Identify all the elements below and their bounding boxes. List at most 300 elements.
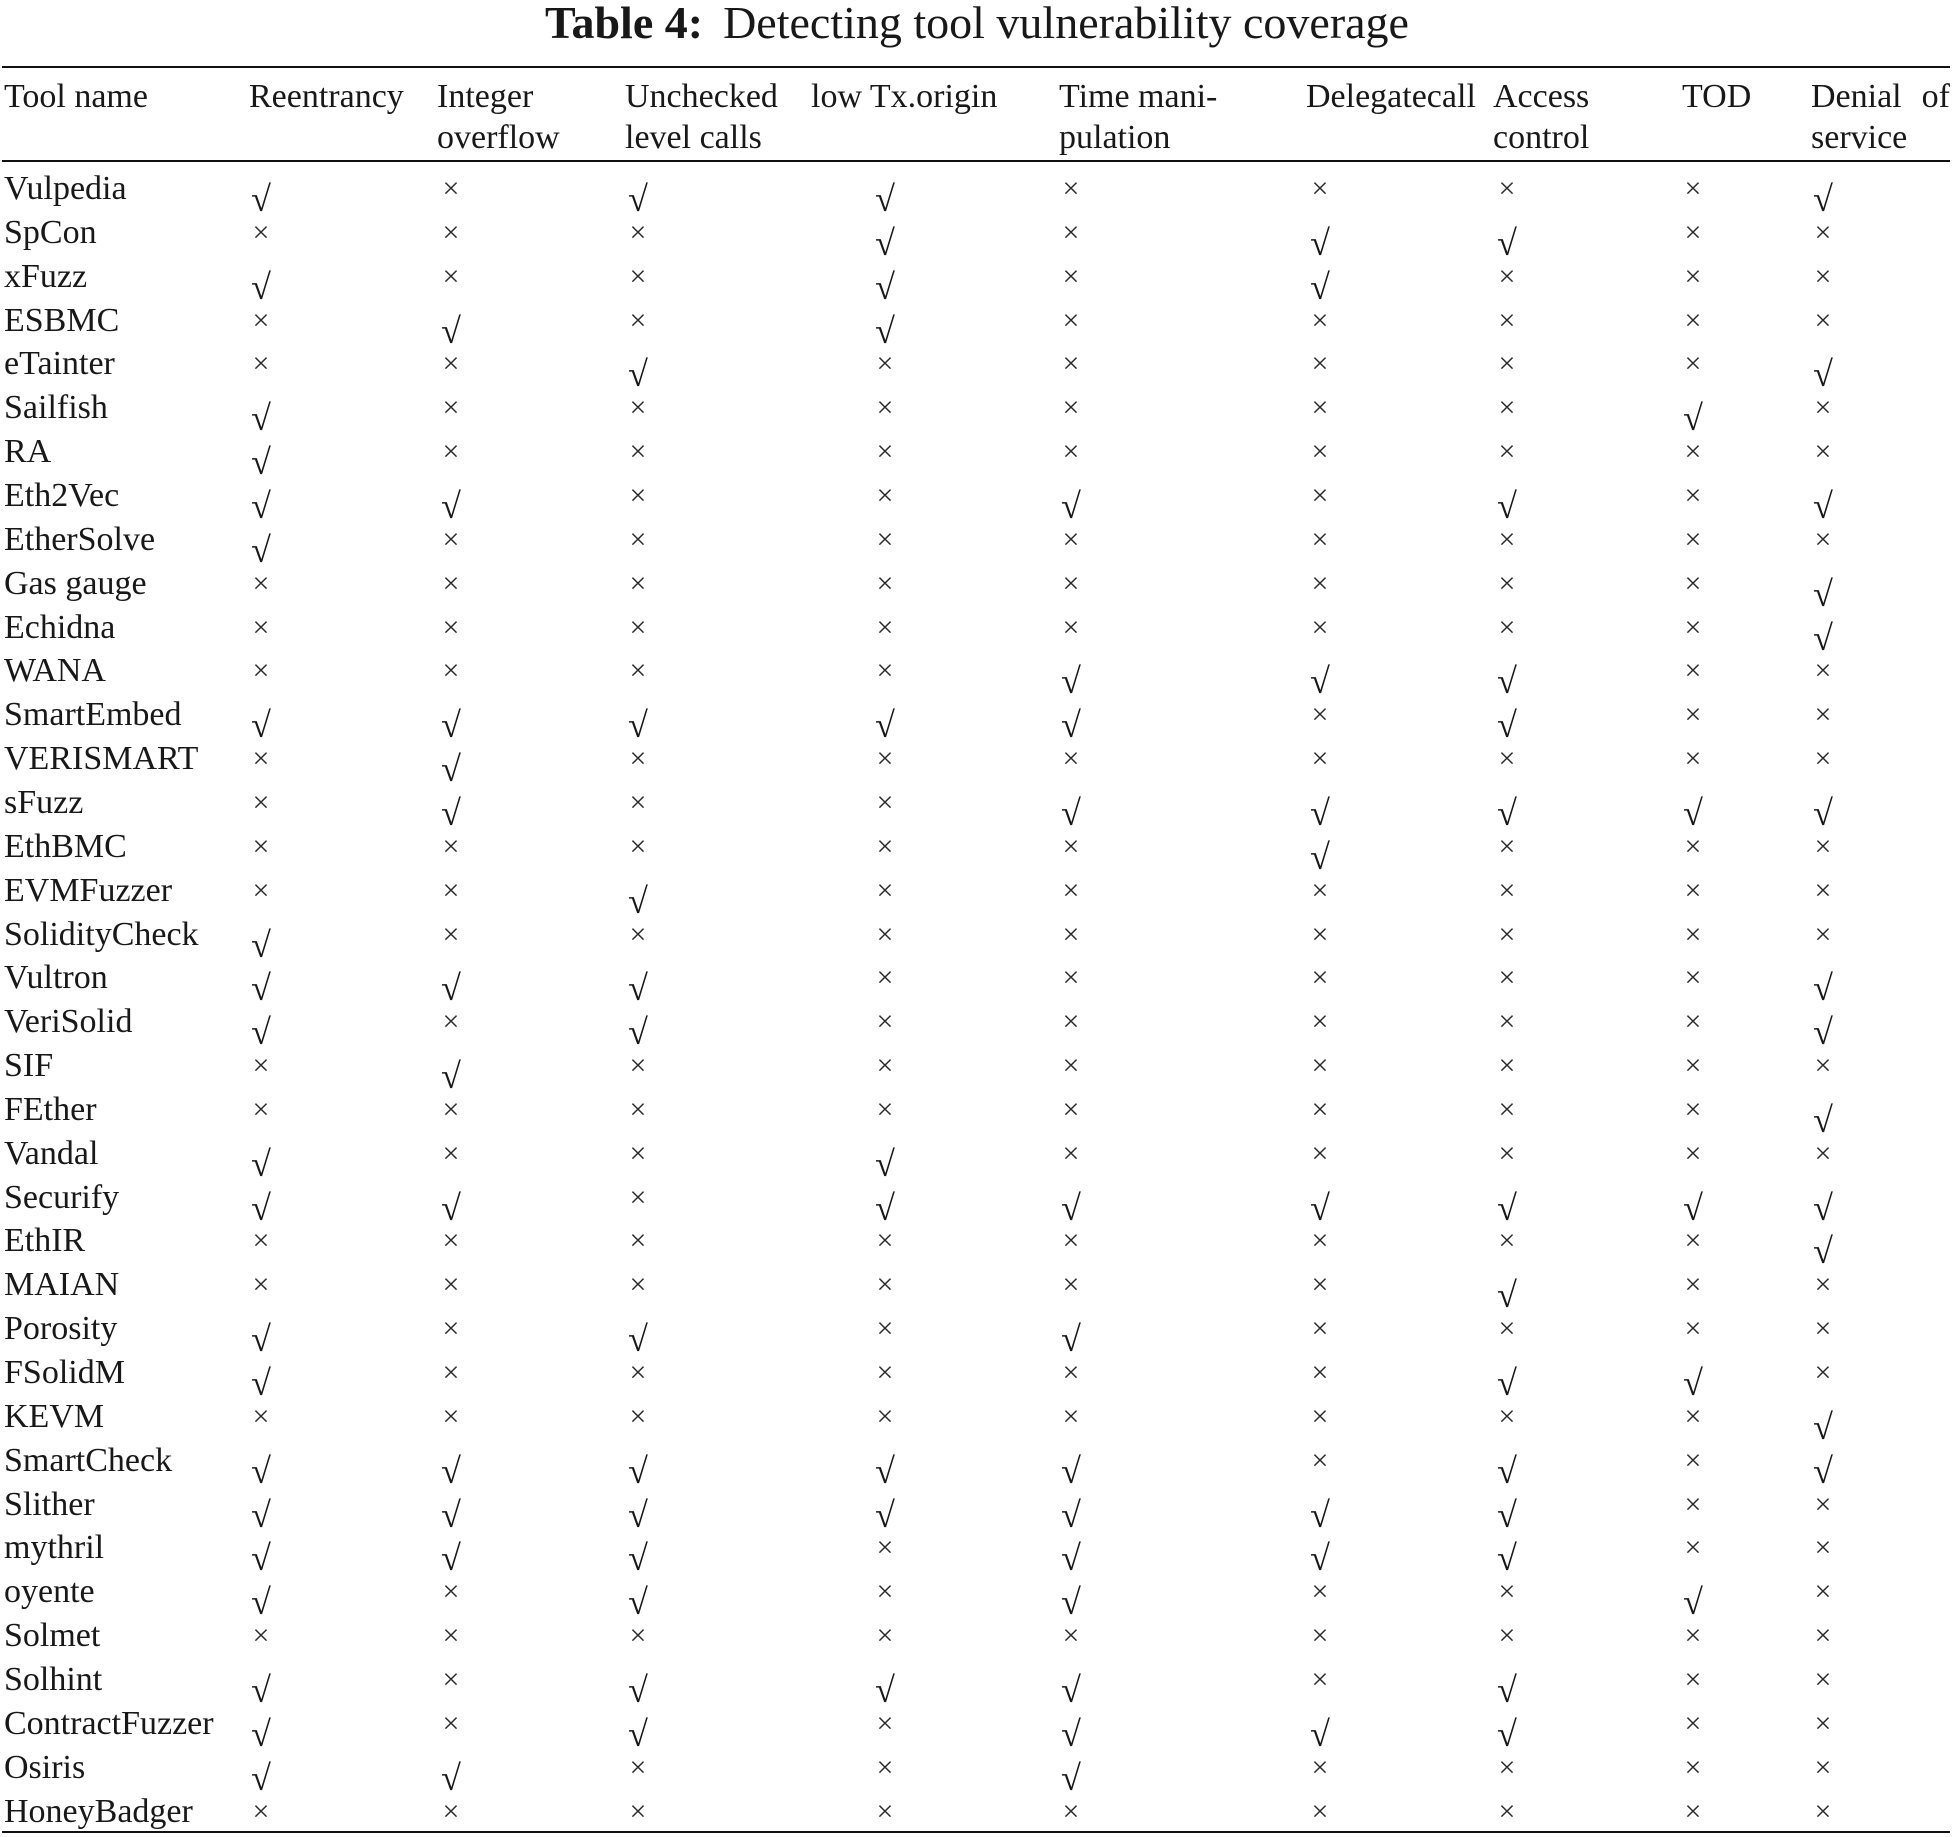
cross-mark: × — [1684, 1531, 1702, 1565]
cross-mark: × — [629, 829, 647, 863]
cross-mark: × — [252, 1092, 270, 1126]
tool-name: Vultron — [4, 959, 108, 997]
cross-mark: × — [252, 1049, 270, 1082]
check-mark: √ — [1813, 1450, 1833, 1491]
check-mark: √ — [1813, 792, 1833, 833]
tool-name: SolidityCheck — [4, 915, 199, 953]
tool-name: Porosity — [4, 1310, 118, 1348]
check-mark: √ — [1310, 836, 1330, 877]
cross-mark: × — [1062, 303, 1080, 337]
check-mark: √ — [1497, 485, 1517, 526]
cross-mark: × — [876, 1706, 894, 1740]
cross-mark: × — [1684, 1619, 1702, 1652]
cross-mark: × — [876, 478, 894, 512]
cross-mark: × — [1684, 1750, 1702, 1784]
cross-mark: × — [1498, 1750, 1516, 1784]
cross-mark: × — [442, 259, 460, 293]
tool-name: HoneyBadger — [4, 1792, 193, 1830]
check-mark: √ — [875, 1494, 895, 1535]
check-mark: √ — [1497, 1275, 1517, 1316]
cross-mark: × — [1814, 654, 1832, 688]
cross-mark: × — [442, 522, 460, 556]
check-mark: √ — [1061, 1187, 1081, 1228]
tool-name: eTainter — [4, 345, 115, 383]
tool-name: FEther — [4, 1090, 97, 1128]
cross-mark: × — [1814, 1750, 1832, 1784]
cross-mark: × — [442, 1706, 460, 1740]
check-mark: √ — [1813, 1187, 1833, 1228]
cross-mark: × — [876, 1356, 894, 1389]
cross-mark: × — [629, 566, 647, 600]
check-mark: √ — [1310, 1494, 1330, 1535]
cross-mark: × — [1814, 1487, 1832, 1521]
cross-mark: × — [442, 172, 460, 205]
check-mark: √ — [441, 1187, 461, 1228]
cross-mark: × — [1814, 1575, 1832, 1609]
table-row — [0, 211, 1954, 263]
cross-mark: × — [629, 1136, 647, 1170]
tool-name: EthIR — [4, 1222, 86, 1260]
cross-mark: × — [442, 347, 460, 381]
check-mark: √ — [251, 1713, 271, 1754]
table-row — [0, 913, 1954, 965]
cross-mark: × — [442, 610, 460, 644]
header-text: overflow — [437, 119, 560, 156]
tool-name: oyente — [4, 1573, 95, 1611]
check-mark: √ — [251, 1669, 271, 1710]
check-mark: √ — [441, 749, 461, 790]
cross-mark: × — [1684, 1092, 1702, 1126]
check-mark: √ — [1061, 1538, 1081, 1579]
cross-mark: × — [1498, 303, 1516, 337]
check-mark: √ — [441, 968, 461, 1009]
cross-mark: × — [876, 435, 894, 469]
cross-mark: × — [442, 215, 460, 249]
cross-mark: × — [629, 435, 647, 469]
cross-mark: × — [629, 785, 647, 819]
table-row — [0, 1746, 1954, 1798]
header-text: Time mani- — [1059, 78, 1218, 115]
check-mark: √ — [1683, 1582, 1703, 1623]
cross-mark: × — [1684, 829, 1702, 863]
cross-mark: × — [629, 391, 647, 425]
tool-name: EtherSolve — [4, 520, 156, 558]
check-mark: √ — [875, 705, 895, 746]
cross-mark: × — [1684, 1312, 1702, 1346]
table-row — [0, 299, 1954, 351]
check-mark: √ — [1061, 661, 1081, 702]
cross-mark: × — [1311, 391, 1329, 425]
cross-mark: × — [442, 829, 460, 863]
cross-mark: × — [629, 1092, 647, 1126]
tool-name: xFuzz — [4, 257, 88, 295]
check-mark: √ — [1497, 661, 1517, 702]
table-row — [0, 167, 1954, 219]
cross-mark: × — [629, 1794, 647, 1828]
table-row — [0, 649, 1954, 702]
table-row — [0, 1790, 1954, 1834]
table-row — [0, 606, 1954, 658]
cross-mark: × — [1311, 1356, 1329, 1389]
table-row — [0, 1351, 1954, 1403]
cross-mark: × — [442, 1312, 460, 1346]
check-mark: √ — [875, 1669, 895, 1710]
cross-mark: × — [876, 829, 894, 863]
check-mark: √ — [1683, 792, 1703, 833]
cross-mark: × — [252, 654, 270, 688]
check-mark: √ — [1813, 179, 1833, 219]
check-mark: √ — [628, 1713, 648, 1754]
check-mark: √ — [1061, 1494, 1081, 1535]
check-mark: √ — [251, 924, 271, 965]
cross-mark: × — [1498, 1399, 1516, 1433]
check-mark: √ — [1061, 1757, 1081, 1798]
tool-name: SIF — [4, 1047, 54, 1084]
cross-mark: × — [1684, 1706, 1702, 1740]
cross-mark: × — [1311, 1312, 1329, 1346]
cross-mark: × — [442, 1268, 460, 1302]
check-mark: √ — [1683, 1187, 1703, 1228]
cross-mark: × — [876, 961, 894, 995]
check-mark: √ — [628, 1012, 648, 1053]
table-row — [0, 1176, 1954, 1228]
cross-mark: × — [1062, 873, 1080, 907]
tool-name: Securify — [4, 1178, 120, 1216]
cross-mark: × — [1684, 1487, 1702, 1521]
cross-mark: × — [1684, 566, 1702, 600]
check-mark: √ — [441, 1494, 461, 1535]
check-mark: √ — [251, 1187, 271, 1228]
check-mark: √ — [251, 1538, 271, 1579]
cross-mark: × — [252, 1399, 270, 1433]
cross-mark: × — [629, 1356, 647, 1389]
cross-mark: × — [1062, 610, 1080, 644]
cross-mark: × — [1814, 1531, 1832, 1565]
table-row — [0, 1483, 1954, 1535]
cross-mark: × — [1062, 1005, 1080, 1039]
cross-mark: × — [1684, 1794, 1702, 1828]
cross-mark: × — [1311, 1619, 1329, 1652]
cross-mark: × — [1062, 742, 1080, 776]
cross-mark: × — [1062, 917, 1080, 951]
cross-mark: × — [876, 873, 894, 907]
cross-mark: × — [629, 215, 647, 249]
check-mark: √ — [1497, 1494, 1517, 1535]
check-mark: √ — [628, 1669, 648, 1710]
cross-mark: × — [876, 347, 894, 381]
check-mark: √ — [1497, 792, 1517, 833]
cross-mark: × — [1498, 347, 1516, 381]
table-row — [0, 518, 1954, 570]
cross-mark: × — [252, 1224, 270, 1258]
cross-mark: × — [1311, 1662, 1329, 1696]
table-row — [0, 1395, 1954, 1447]
tool-name: Gas gauge — [4, 564, 147, 602]
table-row — [0, 1263, 1954, 1316]
cross-mark: × — [252, 873, 270, 907]
cross-mark: × — [1498, 961, 1516, 995]
cross-mark: × — [1062, 259, 1080, 293]
cross-mark: × — [629, 1619, 647, 1652]
cross-mark: × — [1311, 1092, 1329, 1126]
table-row — [0, 1000, 1954, 1053]
check-mark: √ — [251, 266, 271, 307]
check-mark: √ — [441, 792, 461, 833]
tool-name: SmartEmbed — [4, 696, 182, 734]
check-mark: √ — [1813, 354, 1833, 395]
tool-name: EVMFuzzer — [4, 871, 173, 909]
cross-mark: × — [1684, 1224, 1702, 1258]
check-mark: √ — [441, 310, 461, 351]
cross-mark: × — [1311, 873, 1329, 907]
cross-mark: × — [1062, 172, 1080, 205]
table-row — [0, 693, 1954, 746]
check-mark: √ — [251, 1494, 271, 1535]
tool-name: Solmet — [4, 1617, 101, 1654]
cross-mark: × — [1814, 1356, 1832, 1389]
cross-mark: × — [252, 742, 270, 776]
check-mark: √ — [875, 1143, 895, 1184]
cross-mark: × — [876, 1750, 894, 1784]
cross-mark: × — [876, 742, 894, 776]
check-mark: √ — [1497, 1450, 1517, 1491]
check-mark: √ — [875, 1187, 895, 1228]
cross-mark: × — [876, 522, 894, 556]
cross-mark: × — [876, 1312, 894, 1346]
cross-mark: × — [876, 785, 894, 819]
cross-mark: × — [1684, 259, 1702, 293]
cross-mark: × — [252, 566, 270, 600]
cross-mark: × — [252, 1794, 270, 1828]
cross-mark: × — [1498, 742, 1516, 776]
check-mark: √ — [875, 266, 895, 307]
cross-mark: × — [1814, 873, 1832, 907]
check-mark: √ — [441, 705, 461, 746]
tool-name: KEVM — [4, 1397, 105, 1435]
check-mark: √ — [628, 1538, 648, 1579]
cross-mark: × — [629, 1750, 647, 1784]
check-mark: √ — [1497, 1187, 1517, 1228]
cross-mark: × — [1498, 1224, 1516, 1258]
header-text: pulation — [1059, 119, 1171, 156]
cross-mark: × — [1498, 873, 1516, 907]
cross-mark: × — [442, 566, 460, 600]
table-row — [0, 1526, 1954, 1579]
cross-mark: × — [1684, 1268, 1702, 1302]
tool-name: Slither — [4, 1485, 95, 1523]
table-row — [0, 869, 1954, 921]
check-mark: √ — [628, 179, 648, 219]
cross-mark: × — [442, 1399, 460, 1433]
header-text: Denial of — [1811, 78, 1950, 115]
tool-name: RA — [4, 433, 52, 471]
check-mark: √ — [1310, 1538, 1330, 1579]
cross-mark: × — [1062, 566, 1080, 600]
cross-mark: × — [1498, 829, 1516, 863]
check-mark: √ — [251, 1757, 271, 1798]
check-mark: √ — [628, 968, 648, 1009]
cross-mark: × — [876, 566, 894, 600]
cross-mark: × — [1684, 873, 1702, 907]
cross-mark: × — [1498, 172, 1516, 205]
check-mark: √ — [441, 485, 461, 526]
bottom-rule — [2, 1831, 1950, 1833]
cross-mark: × — [1062, 1268, 1080, 1302]
check-mark: √ — [251, 705, 271, 746]
table-row — [0, 1614, 1954, 1658]
cross-mark: × — [1814, 742, 1832, 776]
cross-mark: × — [442, 1136, 460, 1170]
tool-name: VERISMART — [4, 740, 199, 778]
check-mark: √ — [251, 1582, 271, 1623]
check-mark: √ — [875, 310, 895, 351]
cross-mark: × — [1814, 1619, 1832, 1652]
table-row — [0, 1132, 1954, 1184]
check-mark: √ — [1310, 661, 1330, 702]
table-row — [0, 430, 1954, 483]
cross-mark: × — [1814, 829, 1832, 863]
header-text: level calls — [625, 119, 762, 156]
cross-mark: × — [1814, 215, 1832, 249]
cross-mark: × — [252, 215, 270, 249]
cross-mark: × — [1062, 1224, 1080, 1258]
cross-mark: × — [1062, 1092, 1080, 1126]
cross-mark: × — [876, 1005, 894, 1039]
check-mark: √ — [251, 442, 271, 483]
cross-mark: × — [1311, 1268, 1329, 1302]
tool-name: Eth2Vec — [4, 476, 120, 514]
check-mark: √ — [1310, 1713, 1330, 1754]
check-mark: √ — [251, 485, 271, 526]
cross-mark: × — [629, 1049, 647, 1082]
cross-mark: × — [876, 610, 894, 644]
cross-mark: × — [1311, 1399, 1329, 1433]
tool-name: Echidna — [4, 608, 116, 646]
cross-mark: × — [252, 347, 270, 381]
cross-mark: × — [1684, 303, 1702, 337]
cross-mark: × — [629, 1180, 647, 1214]
check-mark: √ — [251, 1363, 271, 1403]
cross-mark: × — [876, 1049, 894, 1082]
cross-mark: × — [1498, 1136, 1516, 1170]
cross-mark: × — [876, 1224, 894, 1258]
check-mark: √ — [251, 1012, 271, 1053]
check-mark: √ — [441, 1056, 461, 1096]
check-mark: √ — [1813, 968, 1833, 1009]
cross-mark: × — [1814, 1794, 1832, 1828]
cross-mark: × — [442, 654, 460, 688]
check-mark: √ — [875, 179, 895, 219]
cross-mark: × — [1498, 1092, 1516, 1126]
cross-mark: × — [1684, 522, 1702, 556]
cross-mark: × — [1498, 610, 1516, 644]
cross-mark: × — [1684, 698, 1702, 732]
check-mark: √ — [1813, 573, 1833, 614]
cross-mark: × — [1684, 172, 1702, 205]
table-row — [0, 1702, 1954, 1754]
cross-mark: × — [1498, 566, 1516, 600]
check-mark: √ — [1061, 792, 1081, 833]
cross-mark: × — [1311, 1794, 1329, 1828]
cross-mark: × — [442, 1224, 460, 1258]
tool-name: Osiris — [4, 1748, 86, 1786]
table-row — [0, 1658, 1954, 1710]
cross-mark: × — [1311, 1224, 1329, 1258]
cross-mark: × — [1311, 566, 1329, 600]
cross-mark: × — [1062, 435, 1080, 469]
cross-mark: × — [1311, 1750, 1329, 1784]
table-row — [0, 342, 1954, 395]
table-row — [0, 1088, 1954, 1140]
table-row — [0, 781, 1954, 833]
cross-mark: × — [1814, 391, 1832, 425]
cross-mark: × — [1311, 1136, 1329, 1170]
cross-mark: × — [442, 1794, 460, 1828]
tool-name: SmartCheck — [4, 1441, 173, 1479]
check-mark: √ — [1813, 617, 1833, 658]
cross-mark: × — [1062, 1399, 1080, 1433]
cross-mark: × — [1062, 961, 1080, 995]
cross-mark: × — [876, 654, 894, 688]
header-text: Tool name — [4, 78, 148, 115]
cross-mark: × — [1814, 1312, 1832, 1346]
cross-mark: × — [1311, 347, 1329, 381]
cross-mark: × — [876, 1268, 894, 1302]
header-text: control — [1493, 119, 1590, 156]
cross-mark: × — [1814, 1662, 1832, 1696]
check-mark: √ — [1813, 1406, 1833, 1447]
check-mark: √ — [1061, 1319, 1081, 1360]
cross-mark: × — [1062, 215, 1080, 249]
check-mark: √ — [1061, 1713, 1081, 1754]
check-mark: √ — [1683, 398, 1703, 439]
header-text: Delegatecall — [1306, 78, 1476, 115]
header-text: Reentrancy — [249, 78, 404, 115]
cross-mark: × — [1311, 1005, 1329, 1039]
tool-name: MAIAN — [4, 1266, 120, 1304]
cross-mark: × — [1814, 1268, 1832, 1302]
cross-mark: × — [1311, 610, 1329, 644]
cross-mark: × — [1498, 435, 1516, 469]
cross-mark: × — [629, 478, 647, 512]
check-mark: √ — [875, 1450, 895, 1491]
cross-mark: × — [1311, 1049, 1329, 1082]
cross-mark: × — [252, 610, 270, 644]
cross-mark: × — [442, 1005, 460, 1039]
cross-mark: × — [1062, 391, 1080, 425]
table-row — [0, 1044, 1954, 1096]
check-mark: √ — [1310, 222, 1330, 263]
table-number: Table 4: — [545, 0, 704, 48]
check-mark: √ — [1061, 485, 1081, 526]
cross-mark: × — [442, 435, 460, 469]
check-mark: √ — [251, 1143, 271, 1184]
cross-mark: × — [1684, 215, 1702, 249]
cross-mark: × — [876, 391, 894, 425]
cross-mark: × — [1814, 303, 1832, 337]
cross-mark: × — [1062, 347, 1080, 381]
cross-mark: × — [1498, 1049, 1516, 1082]
cross-mark: × — [1498, 1794, 1516, 1828]
cross-mark: × — [1684, 1049, 1702, 1082]
tool-name: Vandal — [4, 1134, 99, 1172]
cross-mark: × — [1684, 1005, 1702, 1039]
header-text: low Tx.origin — [811, 78, 998, 115]
check-mark: √ — [1497, 1363, 1517, 1403]
header-text: Unchecked — [625, 78, 778, 115]
cross-mark: × — [1814, 522, 1832, 556]
cross-mark: × — [876, 1531, 894, 1565]
